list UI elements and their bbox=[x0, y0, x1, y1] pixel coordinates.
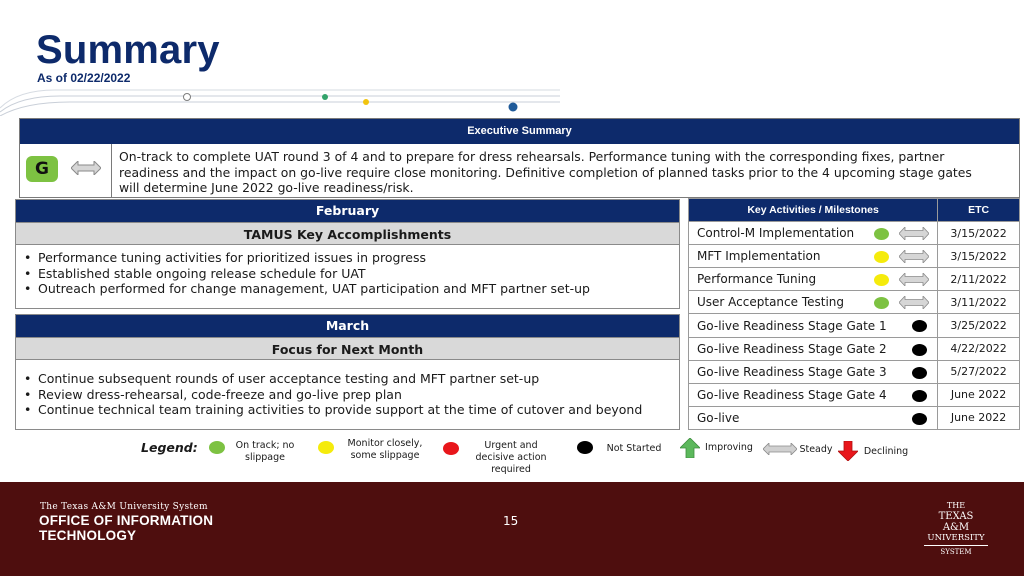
march-subheader: Focus for Next Month bbox=[16, 337, 679, 360]
tamus-logo: THE TEXAS A&M UNIVERSITY SYSTEM bbox=[924, 500, 988, 558]
milestone-etc: June 2022 bbox=[938, 406, 1020, 429]
milestones-column-etc: ETC bbox=[938, 199, 1020, 222]
status-badge: G bbox=[26, 156, 58, 182]
black-status-icon bbox=[912, 344, 927, 356]
red-status-icon bbox=[443, 442, 459, 455]
list-item: • Established stable ongoing release schedule for UAT bbox=[24, 266, 679, 282]
milestone-name: Go-live Readiness Stage Gate 3 bbox=[697, 364, 887, 379]
yellow-status-icon bbox=[874, 274, 889, 286]
list-item: • Review dress-rehearsal, code-freeze and go-live prep plan bbox=[24, 387, 679, 403]
green-status-icon bbox=[209, 441, 225, 454]
milestone-etc: 4/22/2022 bbox=[938, 337, 1020, 360]
page-number: 15 bbox=[503, 514, 519, 528]
march-block bbox=[15, 314, 680, 430]
declining-arrow-icon bbox=[838, 441, 858, 461]
milestone-name: Go-live Readiness Stage Gate 4 bbox=[697, 387, 887, 402]
table-row bbox=[689, 222, 1020, 245]
legend-not-started: Not Started bbox=[606, 443, 662, 454]
milestone-name: Control-M Implementation bbox=[697, 226, 855, 241]
green-status-icon bbox=[874, 297, 889, 309]
black-status-icon bbox=[912, 390, 927, 402]
table-row bbox=[689, 337, 1020, 360]
table-row bbox=[689, 406, 1020, 429]
black-status-icon bbox=[577, 441, 593, 454]
executive-summary-text: On-track to complete UAT round 3 of 4 and to prepare for dress rehearsals. Performance tuning with the corresponding fixes, partner readiness and the impact on go-live require close monitoring. Definitive completion of planned tasks prior to the 4 upcoming stage gates will determine June 2022 go-live readiness/risk. bbox=[119, 149, 972, 195]
list-item: • Performance tuning activities for prioritized issues in progress bbox=[24, 250, 679, 266]
legend-on-track: On track; no slippage bbox=[235, 440, 295, 463]
black-status-icon bbox=[912, 413, 927, 425]
legend-steady: Steady bbox=[799, 444, 833, 455]
milestone-etc: June 2022 bbox=[938, 383, 1020, 406]
legend-title: Legend: bbox=[141, 440, 198, 455]
executive-summary-header: Executive Summary bbox=[20, 119, 1019, 144]
legend-monitor: Monitor closely, some slippage bbox=[347, 438, 423, 461]
executive-summary bbox=[19, 118, 1020, 198]
milestone-name: User Acceptance Testing bbox=[697, 295, 845, 310]
february-list bbox=[16, 245, 679, 297]
february-block bbox=[15, 199, 680, 309]
improving-arrow-icon bbox=[680, 438, 700, 458]
green-status-icon bbox=[874, 228, 889, 240]
steady-arrow-icon bbox=[899, 250, 929, 263]
black-status-icon bbox=[912, 320, 927, 332]
february-header: February bbox=[16, 200, 679, 222]
milestones-column-activity: Key Activities / Milestones bbox=[689, 199, 938, 222]
milestone-name: Go-live bbox=[697, 410, 740, 425]
march-header: March bbox=[16, 315, 679, 337]
milestones-table bbox=[688, 198, 1020, 430]
table-row bbox=[689, 314, 1020, 337]
footer bbox=[0, 482, 1024, 576]
milestone-etc: 3/11/2022 bbox=[938, 291, 1020, 314]
milestone-name: Go-live Readiness Stage Gate 2 bbox=[697, 341, 887, 356]
table-row bbox=[689, 268, 1020, 291]
milestone-etc: 3/15/2022 bbox=[938, 222, 1020, 245]
steady-arrow-icon bbox=[763, 443, 797, 455]
page-title: Summary bbox=[36, 28, 220, 72]
decorative-lines bbox=[0, 82, 560, 116]
page-date: As of 02/22/2022 bbox=[37, 71, 131, 85]
milestone-name: Performance Tuning bbox=[697, 272, 817, 287]
milestone-etc: 3/15/2022 bbox=[938, 245, 1020, 268]
milestone-etc: 3/25/2022 bbox=[938, 314, 1020, 337]
yellow-status-icon bbox=[318, 441, 334, 454]
yellow-status-icon bbox=[874, 251, 889, 263]
table-row bbox=[689, 360, 1020, 383]
list-item: • Continue technical team training activities to provide support at the time of cutover and beyond bbox=[24, 402, 679, 418]
steady-arrow-icon bbox=[71, 161, 101, 175]
february-subheader: TAMUS Key Accomplishments bbox=[16, 222, 679, 245]
footer-office-name: OFFICE OF INFORMATION TECHNOLOGY bbox=[39, 513, 214, 543]
steady-arrow-icon bbox=[899, 296, 929, 309]
table-row bbox=[689, 245, 1020, 268]
legend-urgent: Urgent and decisive action required bbox=[475, 440, 547, 475]
milestone-etc: 2/11/2022 bbox=[938, 268, 1020, 291]
table-row bbox=[689, 291, 1020, 314]
legend bbox=[0, 436, 1024, 476]
black-status-icon bbox=[912, 367, 927, 379]
list-item: • Outreach performed for change management, UAT participation and MFT partner set-up bbox=[24, 281, 679, 297]
milestone-name: MFT Implementation bbox=[697, 249, 821, 264]
legend-improving: Improving bbox=[705, 442, 753, 453]
footer-system-name: The Texas A&M University System bbox=[40, 502, 208, 512]
milestone-name: Go-live Readiness Stage Gate 1 bbox=[697, 318, 887, 333]
steady-arrow-icon bbox=[899, 227, 929, 240]
march-list bbox=[16, 360, 679, 418]
milestone-etc: 5/27/2022 bbox=[938, 360, 1020, 383]
table-row bbox=[689, 383, 1020, 406]
legend-declining: Declining bbox=[863, 446, 909, 457]
list-item: • Continue subsequent rounds of user acceptance testing and MFT partner set-up bbox=[24, 371, 679, 387]
steady-arrow-icon bbox=[899, 273, 929, 286]
